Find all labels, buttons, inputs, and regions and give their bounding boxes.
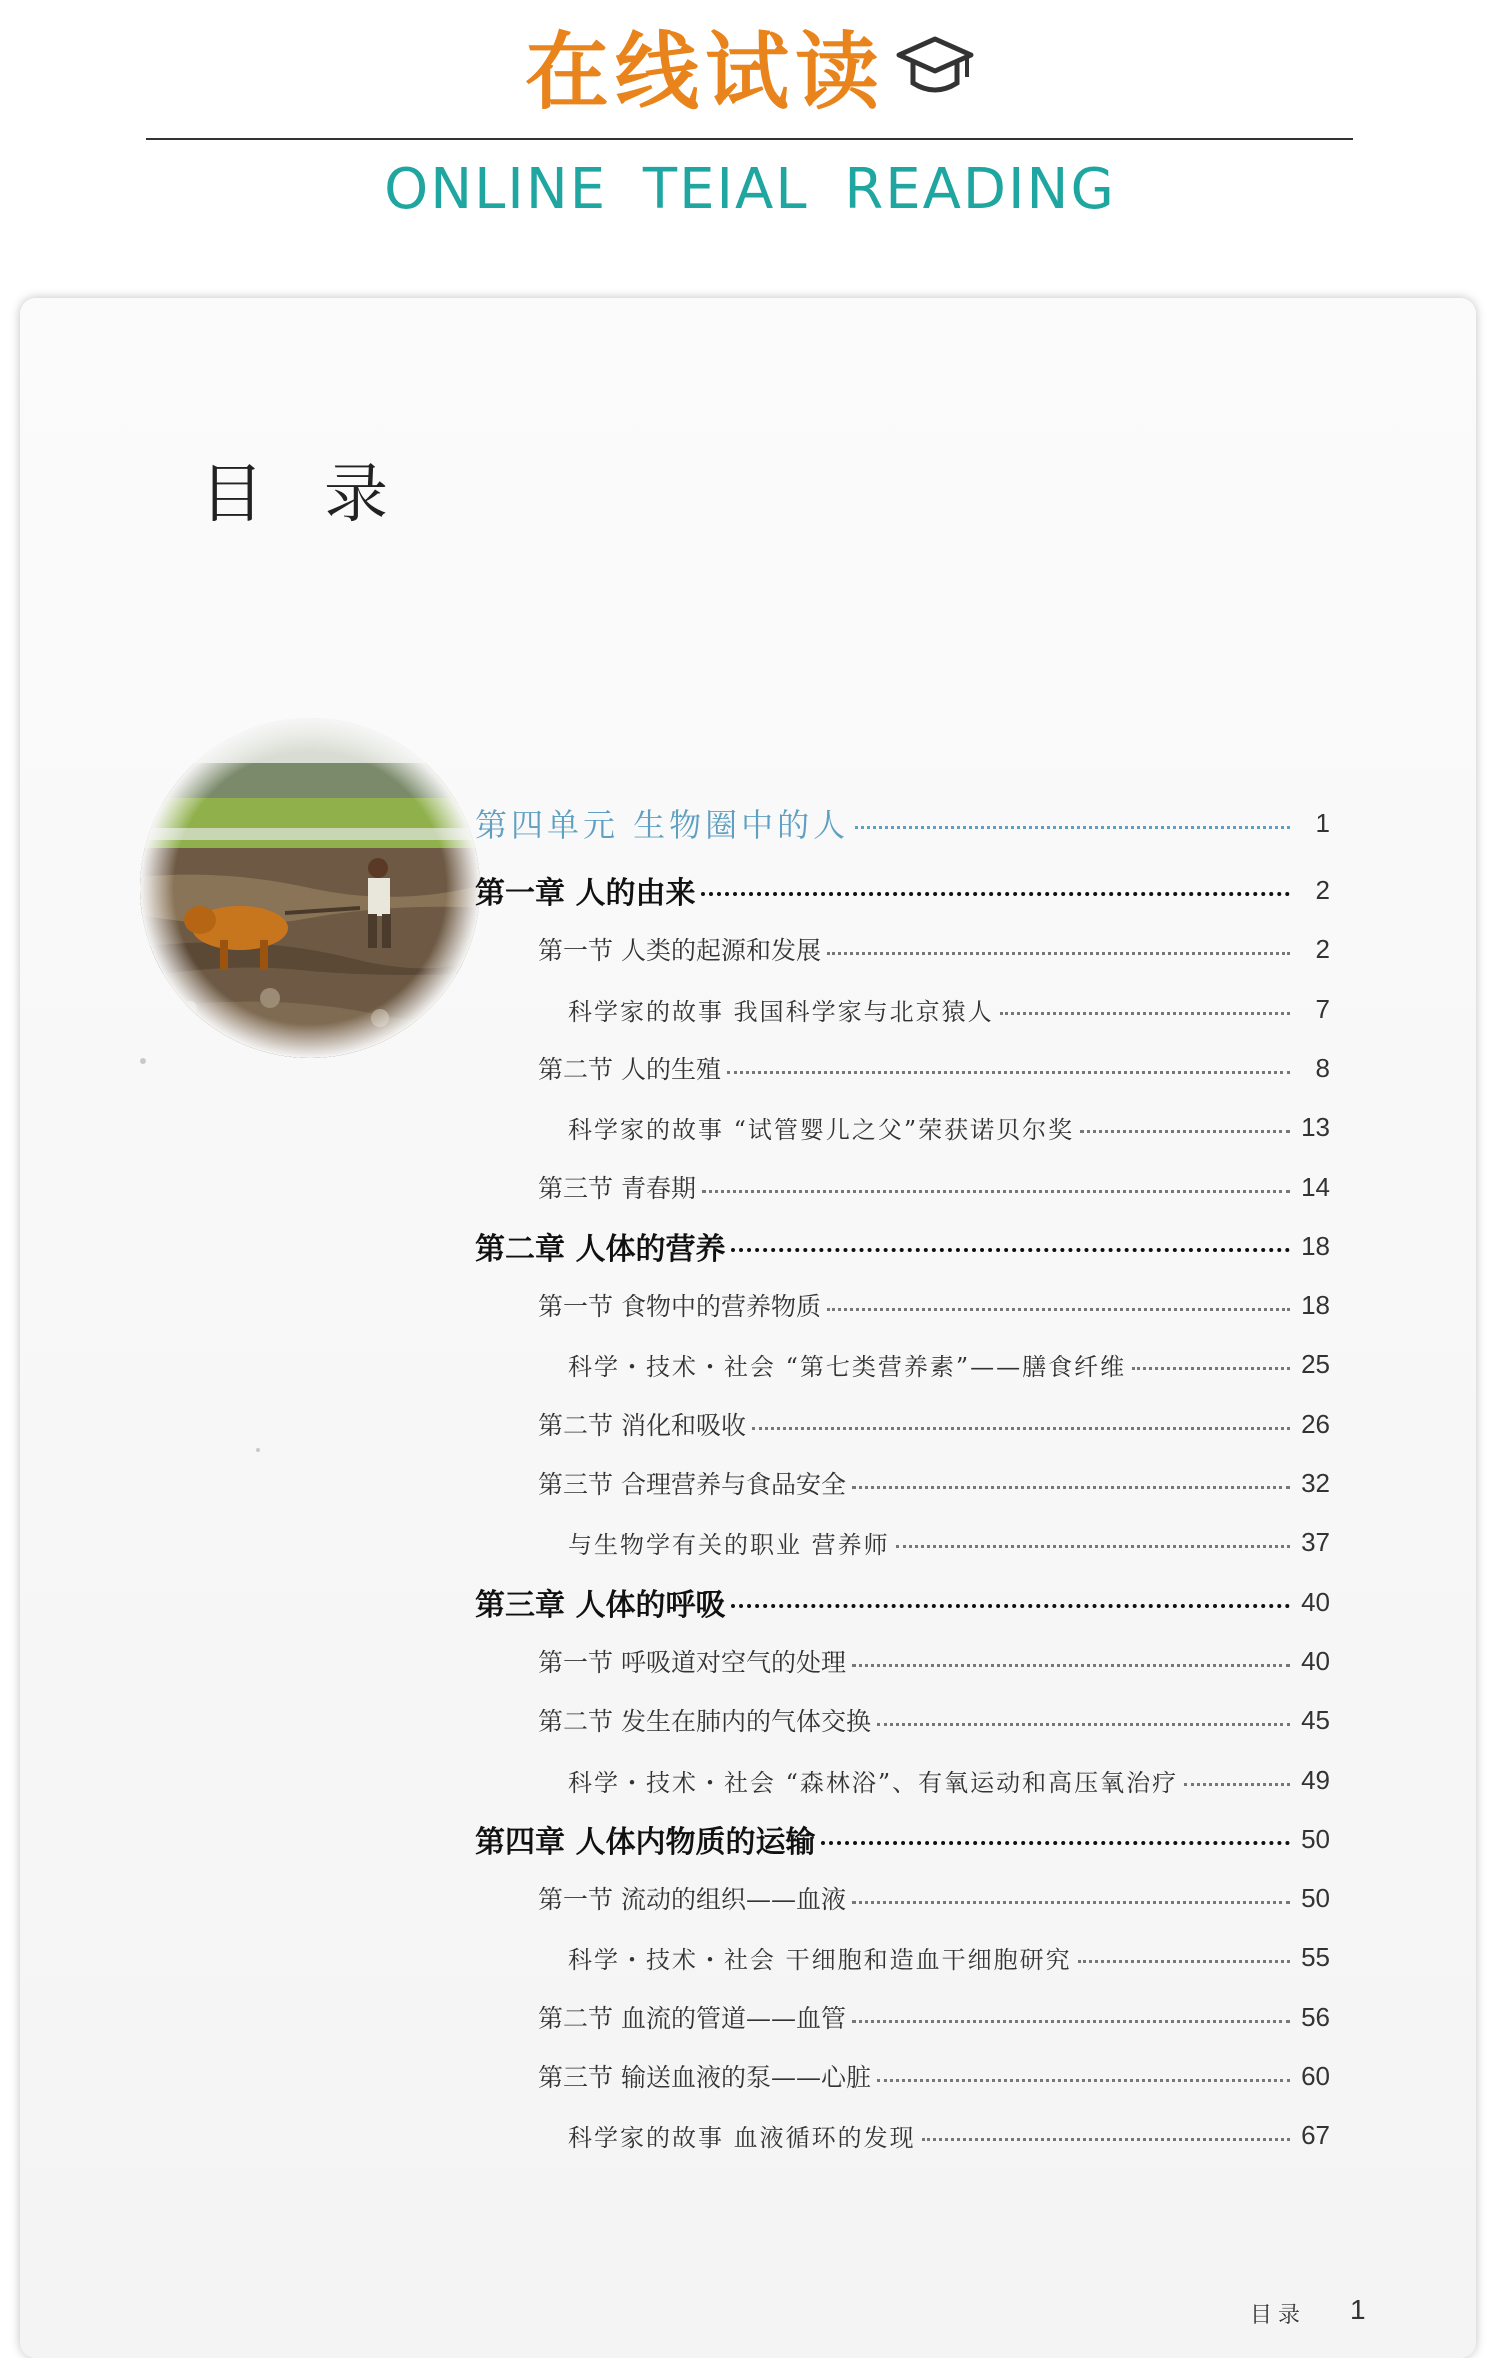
toc-chapter-label: 第一章 人的由来 xyxy=(475,876,696,911)
toc-section[interactable] xyxy=(538,2056,1330,2096)
toc-section[interactable] xyxy=(538,1048,1330,1088)
dot-leader xyxy=(827,952,1290,955)
toc-chapter-label: 第三章 人体的呼吸 xyxy=(475,1588,726,1623)
toc-section-page-number: 56 xyxy=(1301,2001,1330,2032)
toc-section-page-number: 50 xyxy=(1301,1882,1330,1913)
graduation-cap-icon xyxy=(895,20,975,120)
toc-extra-label: 科学・技术・社会 “森林浴”、有氧运动和高压氧治疗 xyxy=(568,1768,1179,1797)
toc-extra-label: 与生物学有关的职业 营养师 xyxy=(568,1530,890,1559)
toc-extra-page-number: 67 xyxy=(1301,2119,1330,2150)
toc-section-page-number: 8 xyxy=(1315,1052,1330,1083)
toc-section[interactable] xyxy=(538,1463,1330,1503)
dot-leader xyxy=(727,1071,1290,1074)
dot-leader xyxy=(752,1427,1290,1430)
toc-extra-label: 科学家的故事 血液循环的发现 xyxy=(568,2123,916,2152)
toc-section-label: 第三节 合理营养与食品安全 xyxy=(538,1470,846,1499)
toc-section-page-number: 60 xyxy=(1301,2060,1330,2091)
toc-extra[interactable] xyxy=(568,1522,1330,1562)
dot-leader xyxy=(852,1664,1290,1667)
dot-leader xyxy=(821,1841,1290,1845)
dot-leader xyxy=(852,2020,1290,2023)
toc-extra-page-number: 7 xyxy=(1315,993,1330,1024)
toc-extra-label: 科学家的故事 “试管婴儿之父”荣获诺贝尔奖 xyxy=(568,1115,1075,1144)
toc-chapter[interactable] xyxy=(475,1582,1330,1622)
toc-extra-label: 科学・技术・社会 干细胞和造血干细胞研究 xyxy=(568,1945,1072,1974)
dot-leader xyxy=(1080,1130,1290,1133)
toc-section-label: 第二节 人的生殖 xyxy=(538,1055,721,1084)
toc-chapter-label: 第四章 人体内物质的运输 xyxy=(475,1825,816,1860)
toc-chapter-page-number: 40 xyxy=(1301,1586,1330,1617)
toc-section[interactable] xyxy=(538,1167,1330,1207)
page-speck xyxy=(256,1448,260,1452)
toc-section-page-number: 2 xyxy=(1315,933,1330,964)
header-title-en: ONLINE TEIAL READING xyxy=(384,157,1116,222)
toc-section-label: 第一节 人类的起源和发展 xyxy=(538,936,821,965)
dot-leader xyxy=(1132,1367,1290,1370)
dot-leader xyxy=(877,2079,1290,2082)
toc-section[interactable] xyxy=(538,1404,1330,1444)
dot-leader xyxy=(852,1486,1290,1489)
toc-chapter[interactable] xyxy=(475,1226,1330,1266)
toc-extra-page-number: 55 xyxy=(1301,1941,1330,1972)
toc-extra[interactable] xyxy=(568,1344,1330,1384)
dot-leader xyxy=(731,1248,1290,1252)
toc-extra-page-number: 37 xyxy=(1301,1526,1330,1557)
toc-extra-page-number: 49 xyxy=(1301,1764,1330,1795)
toc-section-page-number: 40 xyxy=(1301,1645,1330,1676)
toc-extra-label: 科学・技术・社会 “第七类营养素”——膳食纤维 xyxy=(568,1352,1127,1381)
header-divider xyxy=(146,138,1353,140)
footer-page-number: 1 xyxy=(1350,2294,1366,2325)
toc-section-page-number: 45 xyxy=(1301,1704,1330,1735)
footer-label: 目录 xyxy=(1250,2303,1307,2328)
toc-chapter[interactable] xyxy=(475,1819,1330,1859)
farmer-ox-photo xyxy=(130,708,490,1072)
header-title-cn-text: 在线试读 xyxy=(524,23,885,121)
toc-chapter-page-number: 2 xyxy=(1315,874,1330,905)
header xyxy=(0,0,1500,260)
toc-section[interactable] xyxy=(538,1641,1330,1681)
toc-extra[interactable] xyxy=(568,2115,1330,2155)
toc-section-label: 第二节 消化和吸收 xyxy=(538,1411,746,1440)
toc-section-label: 第一节 食物中的营养物质 xyxy=(538,1292,821,1321)
toc-chapter-page-number: 50 xyxy=(1301,1823,1330,1854)
toc-section[interactable] xyxy=(538,1285,1330,1325)
toc-section-label: 第三节 输送血液的泵——心脏 xyxy=(538,2063,871,2092)
toc-section[interactable] xyxy=(538,1878,1330,1918)
dot-leader xyxy=(702,1190,1290,1193)
toc-chapter-page-number: 18 xyxy=(1301,1230,1330,1261)
toc-extra[interactable] xyxy=(568,989,1330,1029)
toc-chapter-label: 第二章 人体的营养 xyxy=(475,1232,726,1267)
toc-extra[interactable] xyxy=(568,1760,1330,1800)
toc-section-label: 第一节 呼吸道对空气的处理 xyxy=(538,1648,846,1677)
toc-chapter[interactable] xyxy=(475,870,1330,910)
dot-leader xyxy=(922,2138,1290,2141)
toc-unit[interactable] xyxy=(475,803,1330,843)
toc-unit-label: 第四单元 生物圈中的人 xyxy=(475,806,850,844)
page-speck xyxy=(140,1058,146,1064)
header-title-cn xyxy=(0,22,1500,128)
toc-section-page-number: 14 xyxy=(1301,1171,1330,1202)
toc-extra-label: 科学家的故事 我国科学家与北京猿人 xyxy=(568,997,994,1026)
book-page xyxy=(20,298,1476,2358)
toc-section-label: 第二节 发生在肺内的气体交换 xyxy=(538,1707,871,1736)
dot-leader xyxy=(855,826,1290,829)
toc-extra[interactable] xyxy=(568,1107,1330,1147)
toc-section[interactable] xyxy=(538,1700,1330,1740)
toc-extra-page-number: 25 xyxy=(1301,1348,1330,1379)
dot-leader xyxy=(1078,1960,1290,1963)
toc-section-label: 第一节 流动的组织——血液 xyxy=(538,1885,846,1914)
dot-leader xyxy=(731,1604,1290,1608)
dot-leader xyxy=(1000,1012,1290,1015)
dot-leader xyxy=(701,892,1290,896)
toc-section[interactable] xyxy=(538,929,1330,969)
dot-leader xyxy=(1184,1783,1290,1786)
toc-unit-page-number: 1 xyxy=(1315,807,1330,838)
toc-extra[interactable] xyxy=(568,1937,1330,1977)
dot-leader xyxy=(827,1308,1290,1311)
dot-leader xyxy=(896,1545,1290,1548)
dot-leader xyxy=(877,1723,1290,1726)
toc-section-page-number: 26 xyxy=(1301,1408,1330,1439)
toc-section-label: 第三节 青春期 xyxy=(538,1174,696,1203)
toc-section-page-number: 18 xyxy=(1301,1289,1330,1320)
toc-section-label: 第二节 血流的管道——血管 xyxy=(538,2004,846,2033)
page-title: 目录 xyxy=(200,458,448,532)
toc-section-page-number: 32 xyxy=(1301,1467,1330,1498)
toc-section[interactable] xyxy=(538,1997,1330,2037)
toc-extra-page-number: 13 xyxy=(1301,1111,1330,1142)
dot-leader xyxy=(852,1901,1290,1904)
